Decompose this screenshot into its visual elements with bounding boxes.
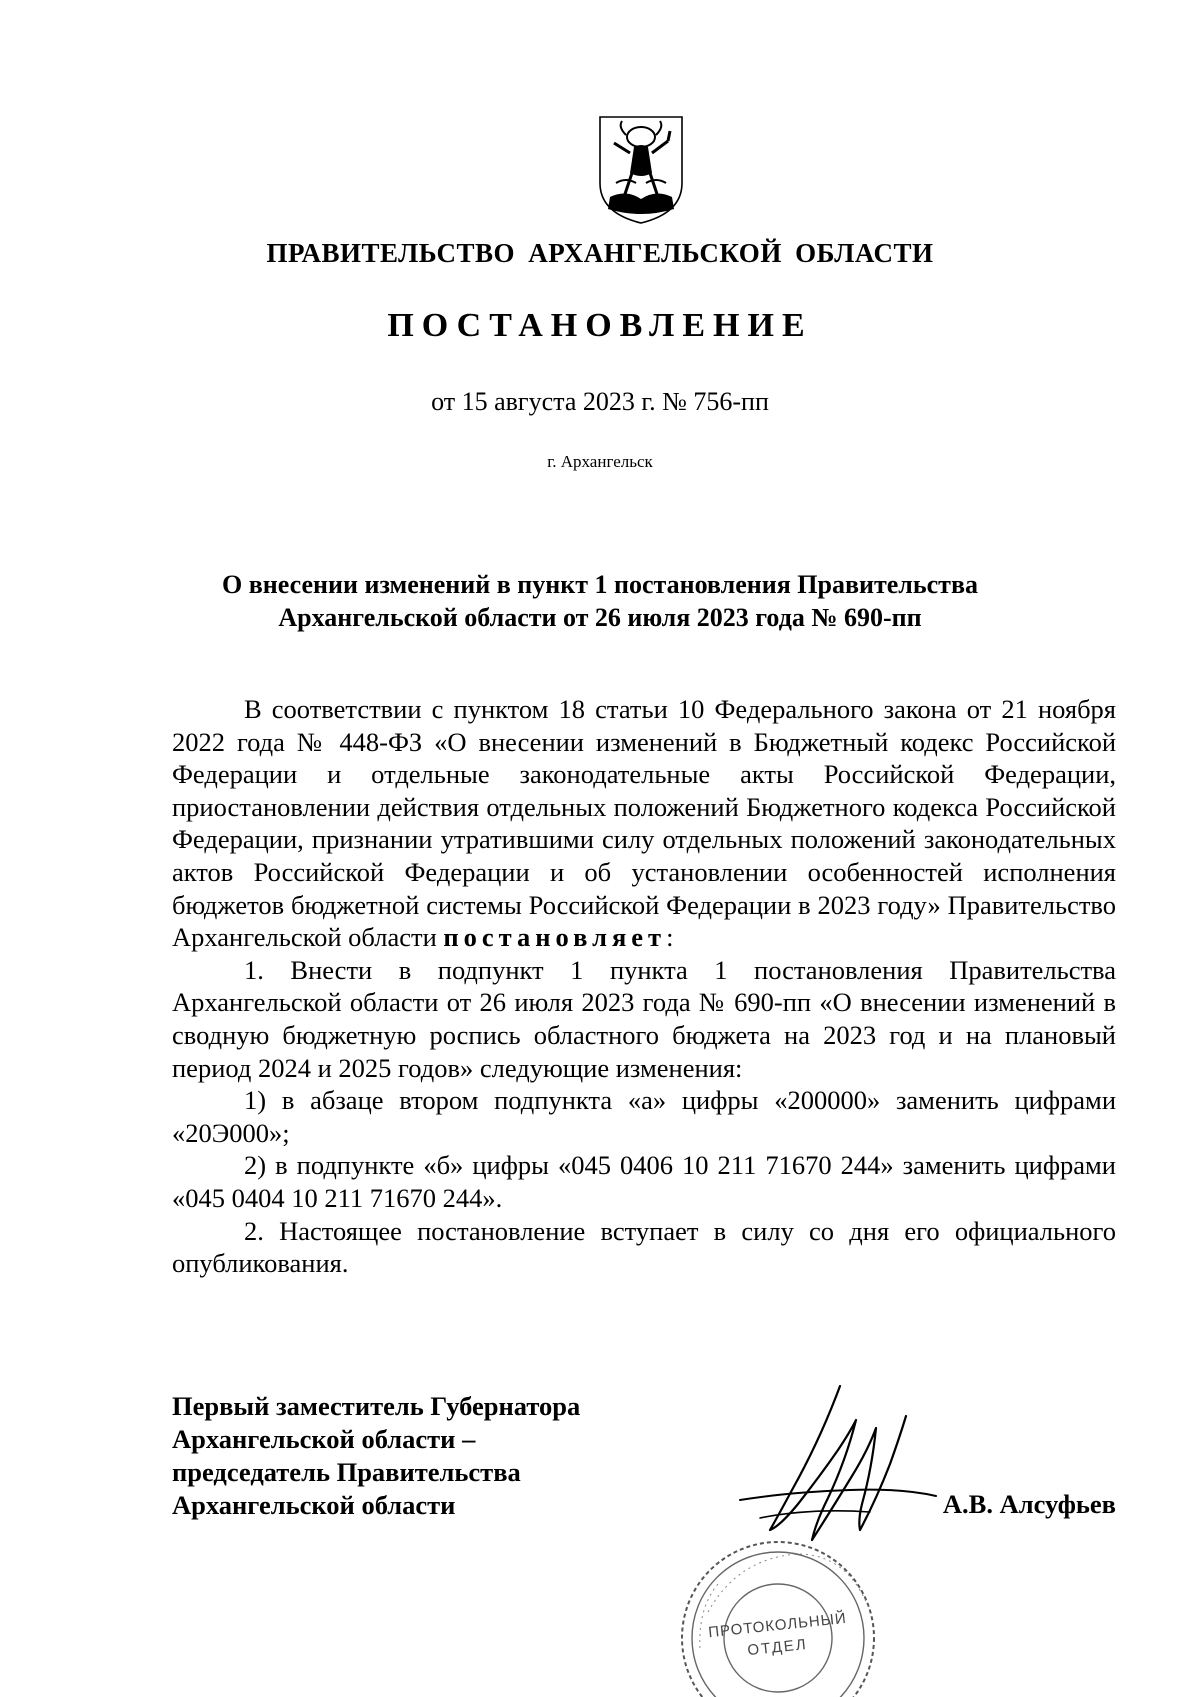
- signer-position-line: Архангельской области –: [172, 1424, 476, 1454]
- stamp-center-line-2: ОТДЕЛ: [746, 1635, 809, 1660]
- signer-name: А.В. Алсуфьев: [942, 1489, 1116, 1519]
- document-city: г. Архангельск: [547, 452, 653, 471]
- subject-line-2: Архангельской области от 26 июля 2023 года № 690-пп: [278, 603, 922, 632]
- official-stamp: [678, 1528, 878, 1697]
- resolves-verb: постановляет: [443, 922, 667, 953]
- signer-position-line: председатель Правительства: [172, 1457, 521, 1487]
- body-paragraph-subitem-1: 1) в абзаце втором подпункта «а» цифры «200000» заменить цифрами «20Э000»;: [172, 1085, 1116, 1148]
- organization-title: ПРАВИТЕЛЬСТВО АРХАНГЕЛЬСКОЙ ОБЛАСТИ: [266, 238, 934, 268]
- document-body: [172, 693, 1116, 1280]
- body-paragraph-item-2: 2. Настоящее постановление вступает в силу со дня его официального опубликования.: [172, 1215, 1116, 1279]
- body-paragraph-preamble: [172, 693, 1116, 954]
- coat-of-arms-icon: [596, 113, 686, 225]
- document-subject: [180, 568, 1020, 634]
- subject-line-1: О внесении изменений в пункт 1 постановления Правительства: [222, 570, 978, 599]
- document-type-title: ПОСТАНОВЛЕНИЕ: [387, 307, 813, 344]
- signer-position: [172, 1390, 580, 1522]
- body-paragraph-subitem-2: 2) в подпункте «б» цифры «045 0406 10 211 71670 244» заменить цифрами «045 0404 10 211 71670 244».: [172, 1150, 1116, 1213]
- signer-position-line: Архангельской области: [172, 1490, 456, 1520]
- body-paragraph-item-1: 1. Внести в подпункт 1 пункта 1 постановления Правительства Архангельской области от 26 июля 2023 года № 690-пп «О внесении изменений в сводную бюджетную роспись областного бюджета на 2023 год и на плановый период 2024 и 2025 годов» следующие изменения:: [172, 954, 1116, 1083]
- signer-position-line: Первый заместитель Губернатора: [172, 1391, 581, 1421]
- document-date-number: от 15 августа 2023 г. № 756-пп: [431, 387, 769, 416]
- stamp-center-line-1: ПРОТОКОЛЬНЫЙ: [707, 1609, 848, 1642]
- preamble-text: В соответствии с пунктом 18 статьи 10 Федерального закона от 21 ноября 2022 года № 448-ФЗ «О внесении изменений в Бюджетный кодекс Российской Федерации и отдельные законодательные акты Российской Федерации, приостановлении действия отдельных положений Бюджетного кодекса Российской Федерации, признании утратившими силу отдельных положений законодательных актов Российской Федерации и об установлении особенностей исполнения бюджетов бюджетной системы Российской Федерации в 2023 году» Правительство Архангельской области: [172, 694, 1116, 953]
- preamble-colon: :: [666, 922, 674, 953]
